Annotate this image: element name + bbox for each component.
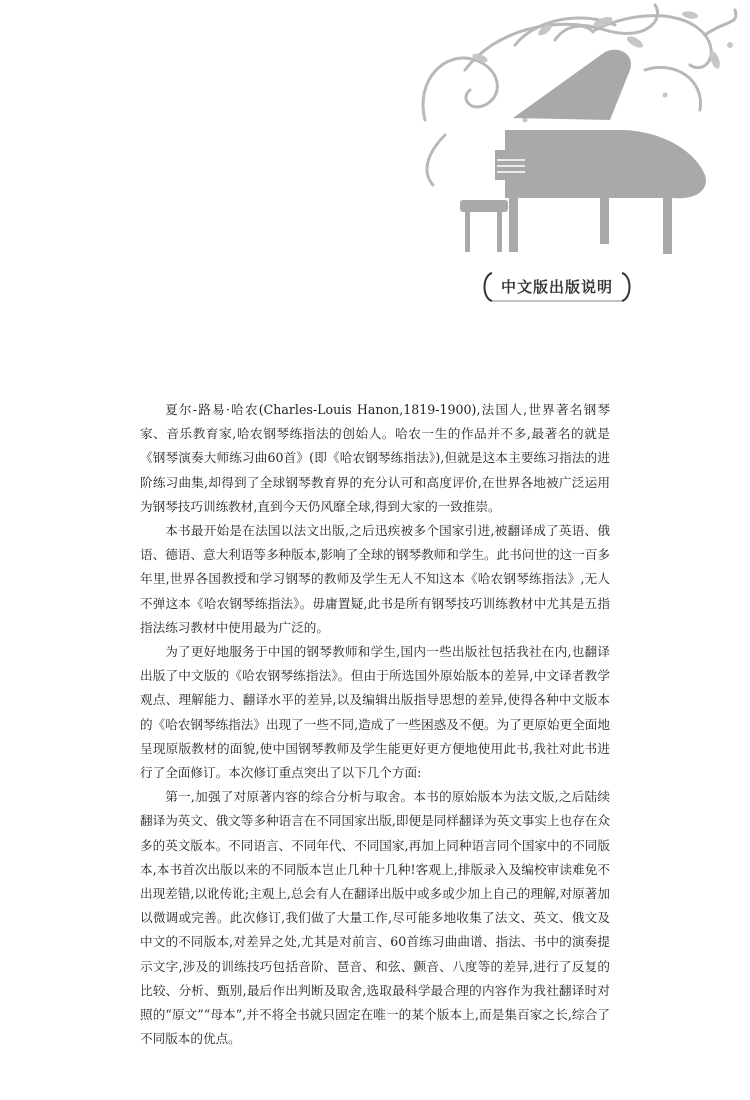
page-title: 中文版出版说明 [500,278,613,296]
paragraph-1: 夏尔-路易·哈农(Charles-Louis Hanon,1819-1900),法国人,世界著名钢琴家、音乐教育家,哈农钢琴练指法的创始人。哈农一生的作品并不多,最著名的就是《钢琴演奏大师练习曲60首》(即《哈农钢琴练指法》),但就是这本主要练习指法的进阶练习曲集,却得到了全球钢琴教育界的充分认可和高度评价,在世界各地被广泛运用为钢琴技巧训练教材,直到今天仍风靡全球,得到大家的一致推崇。 [140,402,610,514]
paragraph-4: 第一,加强了对原著内容的综合分析与取舍。本书的原始版本为法文版,之后陆续翻译为英文、俄文等多种语言在不同国家出版,即便是同样翻译为英文事实上也存在众多的英文版本。不同语言、不同年代、不同国家,再加上同种语言同个国家中的不同版本,本书首次出版以来的不同版本岂止几种十几种!客观上,排版录入及编校审读难免不出现差错,以讹传讹;主观上,总会有人在翻译出版中或多或少加上自己的理解,对原著加以微调或完善。此次修订,我们做了大量工作,尽可能多地收集了法文、英文、俄文及中文的不同版本,对差异之处,尤其是对前言、60首练习曲曲谱、指法、书中的演奏提示文字,涉及的训练技巧包括音阶、琶音、和弦、颤音、八度等的差异,进行了反复的比较、分析、甄别,最后作出判断及取舍,选取最科学最合理的内容作为我社翻译时对照的“原文”“母本”,并不将全书就只固定在唯一的某个版本上,而是集百家之长,综合了不同版本的优点。 [140,789,610,1047]
section-title-badge [478,270,636,304]
paragraph-2: 本书最开始是在法国以法文出版,之后迅疾被多个国家引进,被翻译成了英语、俄语、德语、意大利语等多种版本,影响了全球的钢琴教师和学生。此书问世的这一百多年里,世界各国教授和学习钢琴的教师及学生无人不知这本《哈农钢琴练指法》,无人不弹这本《哈农钢琴练指法》。毋庸置疑,此书是所有钢琴技巧训练教材中尤其是五指指法练习教材中使用最为广泛的。 [140,523,610,635]
body-text [140,398,610,1051]
paragraph-3: 为了更好地服务于中国的钢琴教师和学生,国内一些出版社包括我社在内,也翻译出版了中文版的《哈农钢琴练指法》。但由于所选国外原始版本的差异,中文译者教学观点、理解能力、翻译水平的差异,以及编辑出版指导思想的差异,使得各种中文版本的《哈农钢琴练指法》出现了一些不同,造成了一些困惑及不便。为了更原始更全面地呈现原版教材的面貌,使中国钢琴教师及学生能更好更方便地使用此书,我社对此书进行了全面修订。本次修订重点突出了以下几个方面: [140,644,610,781]
piano-illustration [405,0,750,275]
